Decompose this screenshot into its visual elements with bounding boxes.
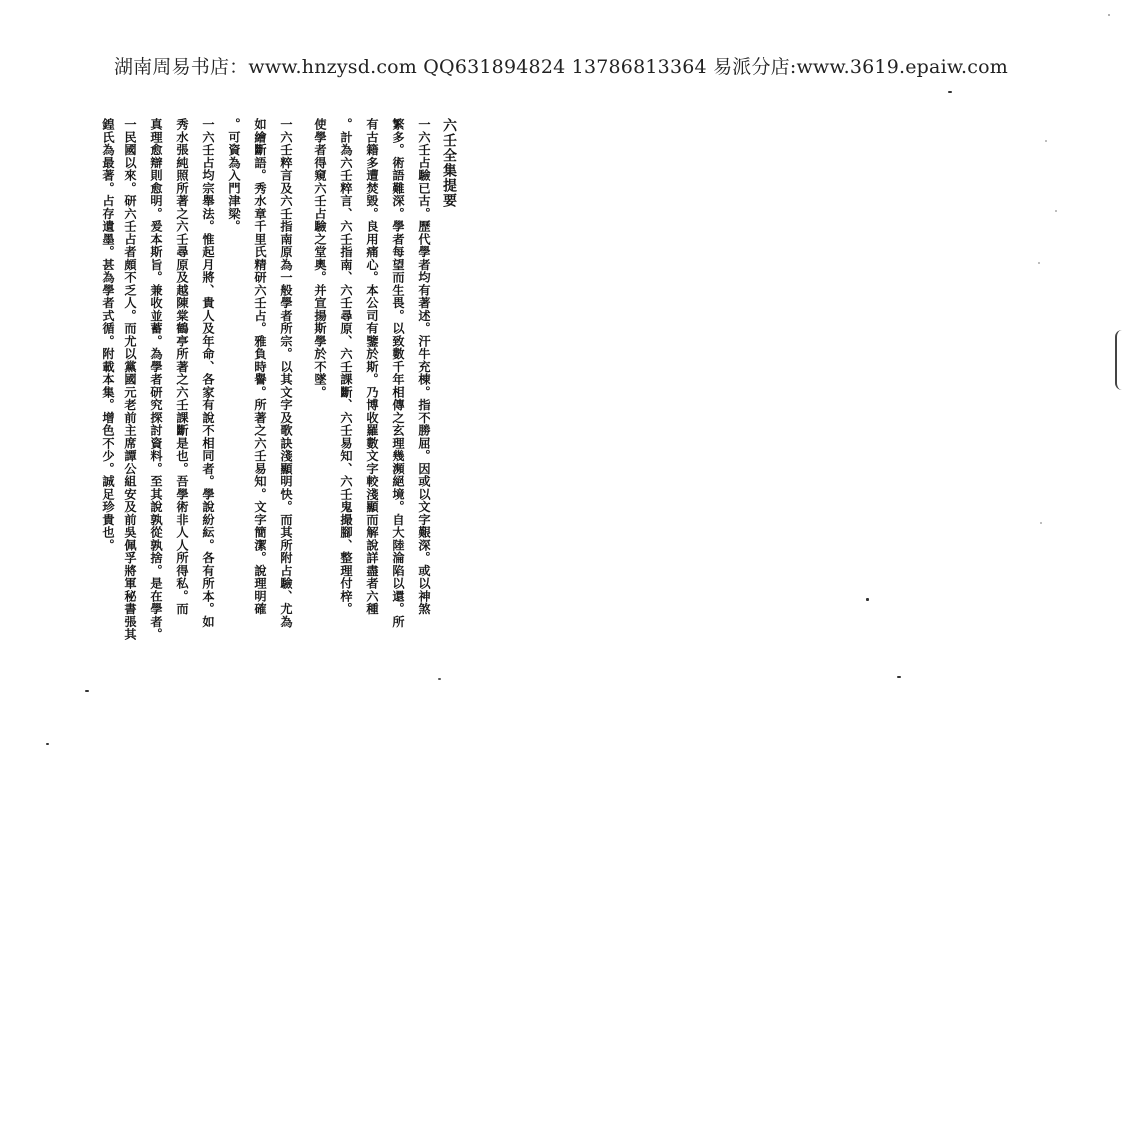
scan-speck: [1108, 14, 1110, 16]
text-line: 一民國以來。研六壬占者頗不乏人。而尤以黨國元老前主席譚公組安及前吳佩孚將軍秘書張其: [123, 118, 137, 641]
text-line: 有古籍多遭焚毀。良用痛心。本公司有鑒於斯。乃博收羅數文字較淺顯而解說詳盡者六種: [365, 118, 379, 616]
text-line: 一六壬粹言及六壬指南原為一般學者所宗。以其文字及歌訣淺顯明快。而其所附占驗、尤為: [279, 118, 293, 628]
text-line: 真理愈辯則愈明。爰本斯旨。兼收並蓄。為學者研究探討資料。至其說孰從孰捨。是在學者。: [149, 118, 163, 641]
scan-speck: [1038, 262, 1040, 264]
text-line: 一六壬占均宗舉法。惟起月將、貴人及年命、各家有說不相同者。學說紛紜。各有所本。如: [201, 118, 215, 628]
scan-speck: [1045, 140, 1047, 142]
text-line: 。可資為入門津梁。: [227, 118, 241, 233]
scan-speck: [1040, 522, 1042, 524]
text-line: 一六壬占驗已古。歷代學者均有著述。汗牛充棟。指不勝屈。因或以文字艱深。或以神煞: [417, 118, 431, 616]
text-line: 鍠氏為最著。占存遺墨。甚為學者式循。附載本集。增色不少。誠足珍貴也。: [101, 118, 115, 552]
scan-speck: [46, 743, 49, 745]
scan-speck: [897, 676, 901, 678]
scan-speck: [438, 678, 441, 680]
document-title: 六壬全集提要: [441, 118, 457, 208]
text-line: 。計為六壬粹言、六壬指南、六壬尋原、六壬課斷、六壬易知、六壬鬼撮腳、整理付梓。: [339, 118, 353, 616]
scan-speck: [866, 598, 869, 601]
scanned-text-block: [102, 118, 458, 758]
text-line: 使學者得窺六壬占驗之堂奧。并宣揚斯學於不墜。: [313, 118, 327, 399]
text-line: 繁多。術語難深。學者每望而生畏。以致數千年相傳之玄理幾瀕絕境。自大陸淪陷以還。所: [391, 118, 405, 628]
scan-speck: [1055, 210, 1057, 212]
page-edge-mark: [1115, 330, 1122, 390]
text-line: 如繪斷語。秀水章千里氏精研六壬占。雅負時譽。所著之六壬易知。文字簡潔。說理明確: [253, 118, 267, 616]
page-header-watermark: 湖南周易书店：www.hnzysd.com QQ631894824 13786813364 易派分店:www.3619.epaiw.com: [113, 56, 1008, 78]
scan-speck: [85, 690, 89, 692]
text-line: 秀水張純照所著之六壬尋原及越陳棠鶴亭所著之六壬課斷是也。吾學術非人人所得私。而: [175, 118, 189, 616]
scan-speck: [948, 91, 952, 93]
